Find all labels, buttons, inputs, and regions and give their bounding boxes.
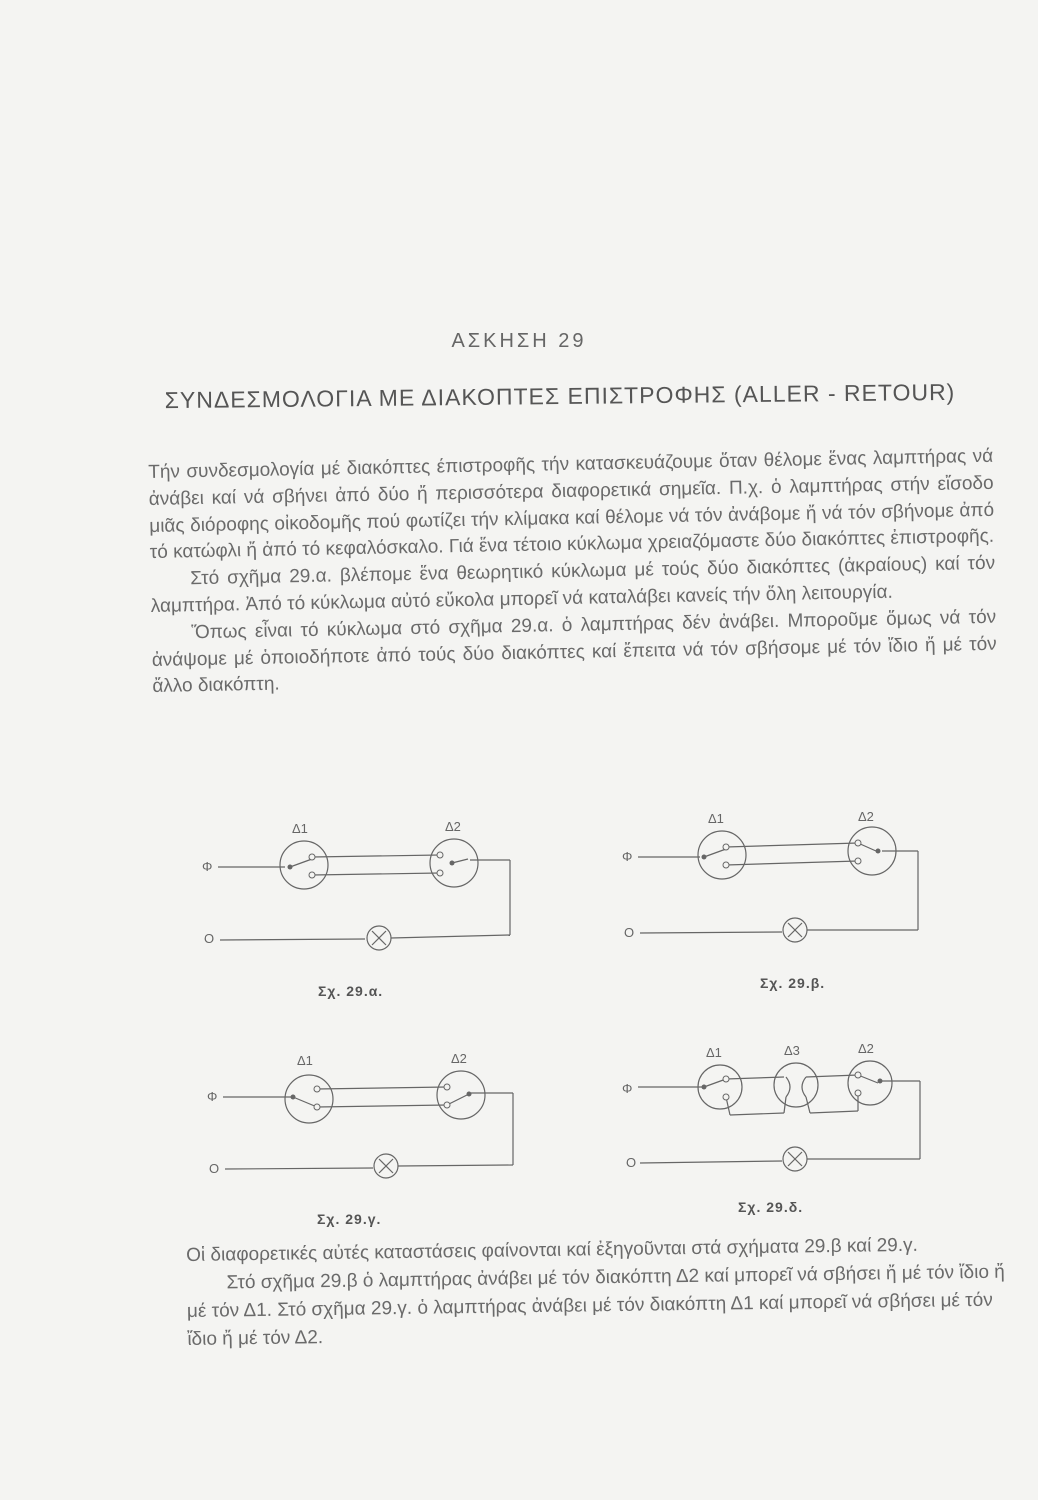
- paragraph-states: Οἱ διαφορετικές αὐτές καταστάσεις φαίνονται καί ἐξηγοῦνται στά σχήματα 29.β καί 29.γ.: [186, 1234, 918, 1266]
- switch-label-d3: Δ3: [784, 1043, 800, 1058]
- figure-29c: [205, 1045, 535, 1227]
- switch-label-d2: Δ2: [858, 809, 874, 824]
- figure-caption: Σχ. 29.β.: [760, 975, 826, 991]
- neutral-label: O: [209, 1161, 220, 1176]
- paragraph-operation: Ὅπως εἶναι τό κύκλωμα στό σχῆμα 29.α. ὁ λαμπτήρας δέν ἀνάβει. Μποροῦμε ὅμως νά τόν ἀνάψομε μέ ὁποιοδήποτε ἀπό τούς δύο διακόπτες καί ἔπειτα νά τόν σβήσομε μέ τόν ἴδιο ἤ μέ τόν ἄλλο διακόπτη.: [151, 606, 997, 698]
- phase-label: Φ: [622, 1081, 633, 1096]
- switch-label-d2: Δ2: [445, 819, 461, 834]
- figure-29a: [200, 815, 540, 999]
- switch-label-d2: Δ2: [858, 1041, 874, 1056]
- page-title: ΣΥΝΔΕΣΜΟΛΟΓΙΑ ΜΕ ΔΙΑΚΟΠΤΕΣ ΕΠΙΣΤΡΟΦΗΣ (ALLER - RETOUR): [164, 378, 956, 414]
- phase-label: Φ: [207, 1089, 218, 1104]
- neutral-label: O: [624, 925, 635, 940]
- phase-label: Φ: [622, 849, 633, 864]
- footer-text: [186, 1231, 1007, 1354]
- figure-caption: Σχ. 29.γ.: [317, 1211, 382, 1227]
- figure-caption: Σχ. 29.δ.: [738, 1199, 804, 1215]
- phase-label: Φ: [202, 859, 213, 874]
- body-text: [148, 444, 997, 701]
- circuit-diagram-29a: [200, 815, 540, 985]
- figure-29d: [620, 1035, 950, 1215]
- circuit-diagram-29b: [620, 805, 940, 975]
- neutral-label: O: [204, 931, 215, 946]
- paragraph-fig-b-c: Στό σχῆμα 29.β ὁ λαμπτήρας ἀνάβει μέ τόν διακόπτη Δ2 καί μπορεῖ νά σβήσει ἤ μέ τόν ἴδιο ἤ μέ τόν Δ1. Στό σχῆμα 29.γ. ὁ λαμπτήρας ἀνάβει μέ τόν διακόπτη Δ1 καί μπορεῖ νά σβήσει μέ τόν ἴδιο ἤ μέ τόν Δ2.: [186, 1261, 1005, 1350]
- circuit-diagram-29c: [205, 1045, 535, 1215]
- exercise-heading: ΑΣΚΗΣΗ 29: [451, 330, 587, 352]
- switch-label-d1: Δ1: [292, 821, 308, 836]
- neutral-label: O: [626, 1155, 637, 1170]
- circuit-diagram-29d: [620, 1035, 950, 1205]
- figure-29b: [620, 805, 940, 991]
- switch-label-d1: Δ1: [706, 1045, 722, 1060]
- switch-label-d2: Δ2: [451, 1051, 467, 1066]
- paragraph-intro: Τήν συνδεσμολογία μέ διακόπτες έπιστροφῆς τήν κατασκευάζουμε ὅταν θέλομε ἕνας λαμπτήρας νά ἀνάβει καί νά σβήνει ἀπό δύο ἤ περισσότερα διαφορετικά σημεῖα. Π.χ. ὁ λαμπτήρας στήν εἴσοδο μιᾶς διόροφης οἰκοδομῆς πού φωτίζει τήν κλίμακα καί θέλομε νά τόν ἀνάβομε ἤ νά τόν σβήνομε ἀπό τό κατώφλι ἤ ἀπό τό κεφαλόσκαλο. Γιά ἕνα τέτοιο κύκλωμα χρειαζόμαστε δύο διακόπτες ἐπιστροφῆς.: [148, 445, 995, 564]
- figure-caption: Σχ. 29.α.: [318, 983, 384, 999]
- switch-label-d1: Δ1: [297, 1053, 313, 1068]
- paragraph-fig-a: Στό σχῆμα 29.α. βλέπομε ἕνα θεωρητικό κύκλωμα μέ τούς δύο διακόπτες (ἀκραίους) καί τόν λαμπτήρα. Ἀπό τό κύκλωμα αὐτό εὔκολα μπορεῖ νά καταλάβει κανείς τήν ὅλη λειτουργία.: [150, 552, 996, 617]
- switch-label-d1: Δ1: [708, 811, 724, 826]
